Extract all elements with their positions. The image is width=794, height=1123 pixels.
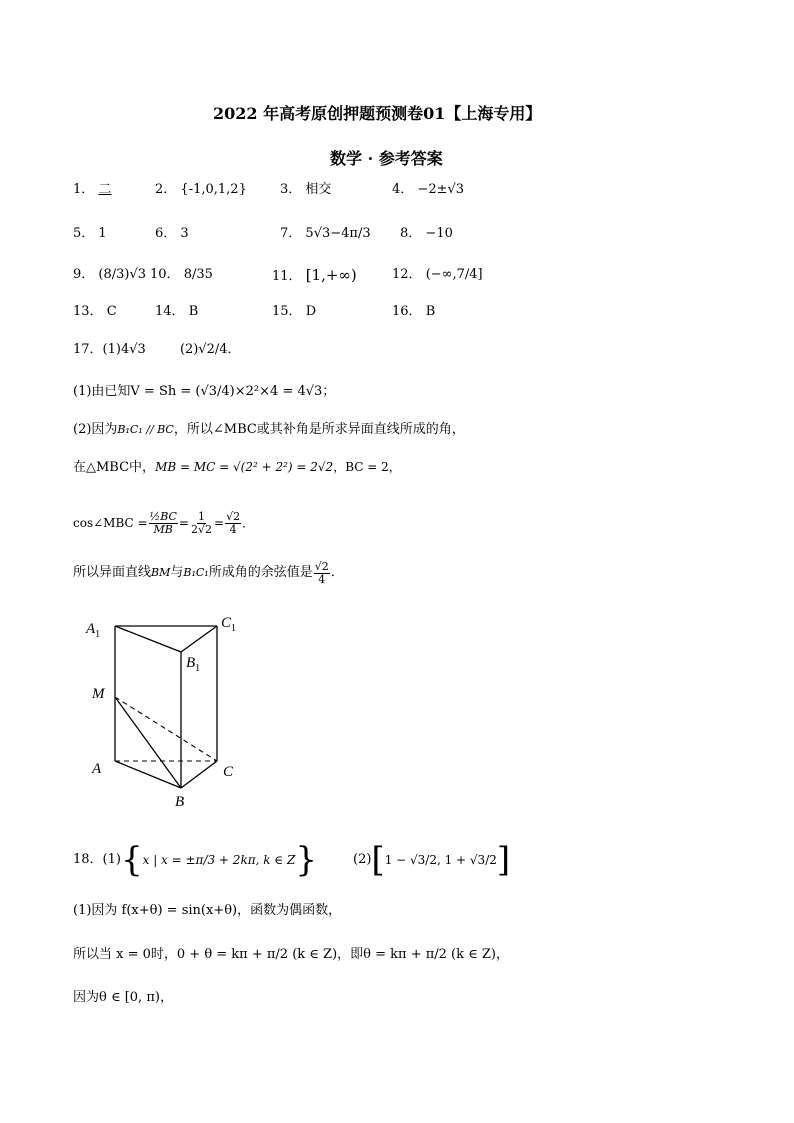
answer-9: 9． (8/3)√3: [73, 267, 147, 282]
answer-5: 5． 1: [73, 226, 107, 241]
answer-11: 11． [1,+∞): [272, 266, 357, 284]
frac-cos: $\frac{\text{½BC}}{MB}$: [149, 509, 177, 536]
answer-2: 2． {-1,0,1,2}: [155, 182, 247, 197]
prism-figure: [80, 605, 250, 815]
frac-sqrt2-over-4: $\frac{√2}{4}$: [226, 509, 241, 536]
label-m: M: [92, 686, 105, 702]
label-c: C: [223, 764, 234, 780]
label-a1: $A_1$: [86, 621, 101, 640]
answer-4: 4． −2±√3: [392, 182, 465, 197]
label-b: B: [175, 794, 185, 810]
frac-answer: √2 4: [314, 559, 329, 586]
label-b1: $B_1$: [186, 655, 201, 674]
q18-line2: 所以当 x = 0时，0 + θ = kπ + π/2 (k ∈ Z)，即θ = kπ + π/2 (k ∈ Z)，: [73, 947, 509, 962]
answer-13: 13． C: [73, 304, 117, 319]
q17-line5: 所以异面直线 BM 与 B₁C₁ 所成角的余弦值是 √2 4 ．: [73, 559, 344, 586]
label-a: A: [92, 761, 102, 777]
frac-1-over-2sqrt2: $\frac{1}{2√2}$: [190, 509, 212, 536]
q18-line1: (1)因为 f(x+θ) = sin(x+θ)，函数为偶函数，: [73, 903, 342, 918]
answer-1: 1． 二: [73, 182, 112, 197]
answer-8: 8． −10: [400, 226, 453, 241]
segment-mc-hidden: [115, 697, 217, 761]
q18-head: 18．(1) { x | x = ±π/3 + 2kπ, k ∈ Z } (2) [ 1 − √3/2, 1 + √3/2 ]: [73, 840, 511, 880]
edge-a1b1: [115, 626, 181, 652]
answer-15: 15． D: [272, 304, 317, 319]
q17-line1: (1)由已知V = Sh = (√3/4)×2²×4 = 4√3；: [73, 384, 336, 399]
edge-bc: [181, 761, 217, 788]
q17-cos-line: cos∠MBC = $\frac{\text{½BC}}{MB}$ = $\frac{1}{2√2}$ = $\frac{√2}{4}$ ．: [73, 509, 255, 536]
answer-3: 3． 相交: [280, 182, 332, 197]
page-title: 2022 年高考原创押题预测卷01【上海专用】: [213, 104, 542, 123]
q17-line2: (2)因为B₁C₁ // BC，所以∠MBC或其补角是所求异面直线所成的角，: [73, 422, 465, 437]
page-subtitle: 数学 · 参考答案: [330, 149, 443, 168]
answer-6: 6． 3: [155, 226, 189, 241]
answer-10: 10． 8/35: [150, 267, 213, 282]
q17-head: 17．(1)4√3 (2)√2/4．: [73, 342, 241, 357]
answer-16: 16． B: [392, 304, 436, 319]
answer-14: 14． B: [155, 304, 199, 319]
label-c1: $C_1$: [221, 615, 237, 634]
q17-line3: 在△MBC中，MB = MC = √(2² + 2²) = 2√2，BC = 2，: [73, 460, 401, 475]
answer-7: 7． 5√3−4π/3: [280, 226, 371, 241]
answer-12: 12． (−∞,7/4]: [392, 267, 483, 282]
q18-line3: 因为θ ∈ [0, π)，: [73, 990, 173, 1005]
edge-b1c1: [181, 626, 217, 652]
